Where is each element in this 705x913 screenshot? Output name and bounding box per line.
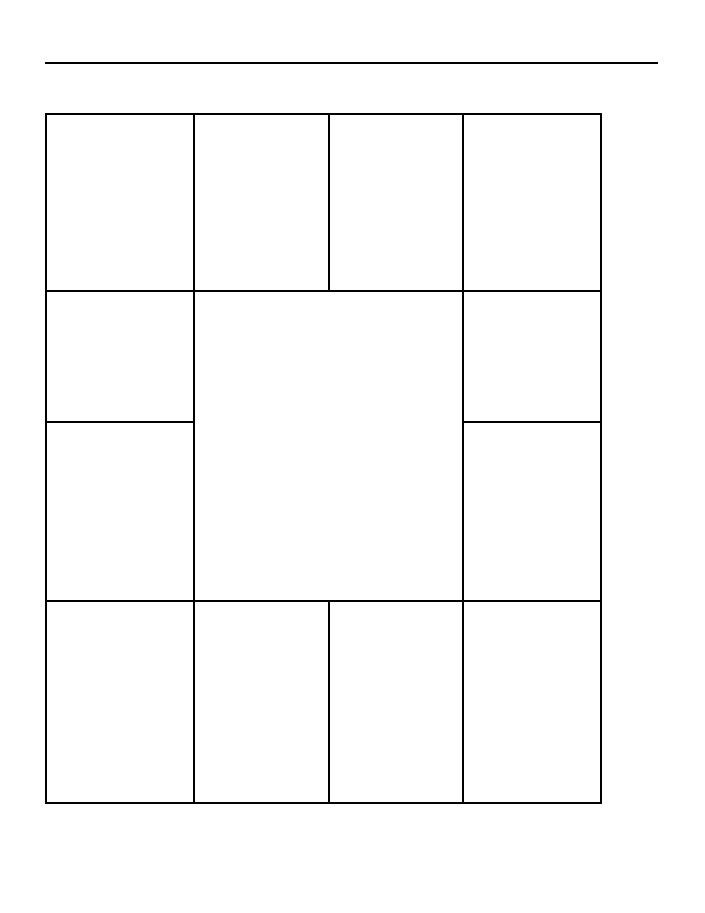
palace-bao <box>330 602 464 802</box>
tuvi-chart <box>45 113 602 804</box>
palace-quan <box>47 115 195 292</box>
palace-phoi <box>464 602 600 802</box>
intro-paragraph <box>45 77 658 102</box>
palace-giai <box>464 115 600 292</box>
page-header <box>45 36 660 53</box>
palace-tai <box>464 292 600 423</box>
palace-phu <box>47 602 195 802</box>
palace-thien <box>330 115 464 292</box>
palace-dien <box>47 292 195 423</box>
palace-phuc <box>47 423 195 602</box>
palace-tu <box>464 423 600 602</box>
palace-no <box>195 115 330 292</box>
chart-center <box>195 292 464 602</box>
header-right <box>655 36 660 53</box>
header-divider <box>45 62 658 64</box>
palace-menh <box>195 602 330 802</box>
